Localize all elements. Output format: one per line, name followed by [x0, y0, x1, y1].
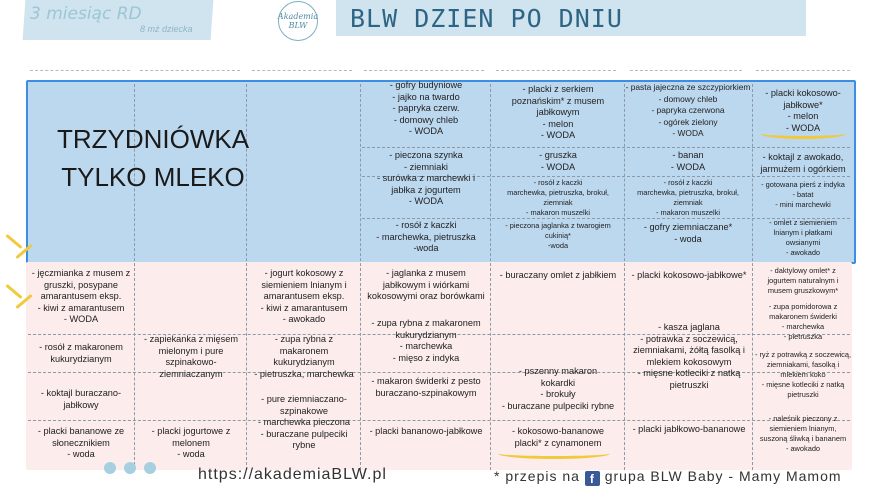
yellow-highlight [498, 448, 610, 459]
meal-cell: - zupa rybna z makaronem kukurydzianym - pietruszka, marchewka [254, 334, 354, 379]
day-heading-line-7 [756, 70, 850, 71]
decor-dot [124, 462, 136, 474]
day-heading-line-3 [252, 70, 352, 71]
website-link[interactable]: https://akademiaBLW.pl [198, 466, 387, 483]
meal-cell: - rosół z kaczki marchewka, pietruszka, brokuł, ziemniak - makaron muszelki [637, 178, 739, 217]
meal-cell: - jaglanka z musem jabłkowym i wiórkami kokosowymi oraz borówkami [367, 268, 485, 301]
meal-cell: - banan - WODA [670, 150, 706, 172]
column-divider [624, 84, 625, 470]
decor-dot [144, 462, 156, 474]
day-heading-line-1 [30, 70, 130, 71]
yellow-dash-mark [5, 234, 22, 249]
month-label: 3 miesiąc RD [30, 4, 142, 24]
meal-cell: - gofry ziemniaczane* - woda [643, 222, 733, 244]
meal-cell: - rosół z kaczki - marchewka, pietruszka -woda [376, 220, 476, 253]
meal-cell: - placki bananowo-jabłkowe [369, 426, 483, 436]
meal-cell: - rosół z makaronem kukurydzianym [39, 342, 123, 364]
trzydniowka-line2: TYLKO MLEKO [61, 162, 245, 192]
child-age-label: 8 mż dziecka [140, 24, 193, 34]
meal-cell: - zupa pomidorowa z makaronem świderki - marchewka - pietruszka [768, 302, 838, 341]
trzydniowka-line1: TRZYDNIÓWKA [56, 124, 250, 154]
meal-cell: - gruszka - WODA [539, 150, 577, 172]
meal-cell: - placki jabłkowo-bananowe [632, 424, 746, 434]
day-heading-line-6 [630, 70, 742, 71]
meal-cell: - rosół z kaczki marchewka, pietruszka, brokuł, ziemniak - makaron muszelki [507, 178, 609, 217]
page-title: BLW DZIEN PO DNIU [336, 0, 806, 36]
facebook-group-link[interactable]: grupa BLW Baby - Mamy Mamom [604, 468, 842, 484]
meal-cell: - pieczona jaglanka z twarogiem cukinią* -woda [505, 221, 611, 250]
logo-text-line2: BLW [288, 21, 308, 30]
column-divider [360, 84, 361, 470]
meal-cell: - placki kokosowo-jabłkowe* [631, 270, 747, 280]
recipe-footnote [494, 468, 842, 486]
meal-cell: - pieczona szynka - ziemniaki - surówka z marchewki i jabłka z jogurtem - WODA [376, 150, 476, 206]
footnote-prefix: * przepis na [494, 468, 580, 484]
meal-cell: - gotowana pierś z indyka - batat - mini marchewki [761, 180, 845, 209]
meal-cell: - jęczmianka z musem z gruszki, posypane amarantusem eksp. - kiwi z amarantusem - WODA [31, 268, 131, 324]
meal-cell: - kasza jaglana - potrawka z soczewicą, ziemniakami, żółtą fasolką i mlekiem kokosowym - mięsne kotleciki z natką pietruszki [633, 322, 745, 390]
row-divider [362, 147, 850, 148]
logo-text-line1: Akademia [277, 11, 319, 21]
meal-cell: - zupa rybna z makaronem kukurydzianym - marchewka - mięso z indyka [371, 318, 481, 363]
meal-cell: - placki z serkiem poznańskim* z musem jabłkowym - melon - WODA [511, 84, 605, 140]
meal-cell: - gofry budyniowe - jajko na twardo - papryka czerw. - domowy chleb - WODA [389, 80, 463, 136]
column-divider [490, 84, 491, 470]
meal-cell: - zapiekanka z mięsem mielonym i pure szpinakowo- ziemniaczanym [144, 334, 238, 379]
meal-cell: - placki jogurtowe z melonem - woda [151, 426, 231, 459]
meal-cell: - pszenny makaron kokardki - brokuły - buraczane pulpeciki rybne [501, 366, 615, 411]
meal-cell: - makaron świderki z pesto buraczano-szpinakowym [371, 376, 481, 398]
meal-cell: - placki bananowe ze słonecznikiem - woda [37, 426, 125, 459]
day-heading-line-2 [140, 70, 240, 71]
meal-cell: - jogurt kokosowy z siemieniem lnianym i amarantusem eksp. - kiwi z amarantusem - awokado [260, 268, 348, 324]
yellow-dash-mark [5, 284, 22, 299]
row-divider [28, 420, 850, 421]
meal-cell: - pasta jajeczna ze szczypiorkiem - domowy chleb - papryka czerwona - ogórek zielony - WODA [625, 82, 751, 138]
meal-cell: - kokosowo-bananowe placki* z cynamonem [512, 426, 604, 448]
akademia-blw-logo [278, 1, 318, 41]
day-heading-line-4 [364, 70, 484, 71]
meal-cell: - koktajl z awokado, jarmużem i ogórkiem [760, 152, 846, 174]
column-divider [752, 84, 753, 470]
decor-dot [104, 462, 116, 474]
meal-cell: - omlet z siemieniem lnianym i płatkami owsianymi - awokado [769, 218, 837, 257]
meal-cell: - buraczany omlet z jabłkiem [499, 270, 617, 280]
trzydniowka-label [38, 120, 268, 196]
facebook-icon: f [585, 471, 600, 486]
yellow-highlight [760, 128, 846, 139]
meal-cell: - koktajl buraczano- jabłkowy [40, 388, 122, 410]
meal-cell: - placki kokosowo- jabłkowe* - melon - WODA [765, 88, 841, 133]
meal-cell: - ryż z potrawką z soczewicą, ziemniakami, fasolką i mlekiem koko - mięsne kotleciki z natką pietruszki [754, 350, 852, 399]
meal-cell: - pure ziemniaczano- szpinakowe - marchewka pieczona - buraczane pulpeciki rybne [258, 394, 350, 450]
meal-cell: - naleśnik pieczony z siemieniem lnianym, suszoną śliwką i bananem - awokado [759, 414, 847, 453]
meal-cell: - daktylowy omlet* z jogurtem naturalnym i musem gruszkowym* [767, 266, 839, 295]
day-heading-line-5 [496, 70, 616, 71]
